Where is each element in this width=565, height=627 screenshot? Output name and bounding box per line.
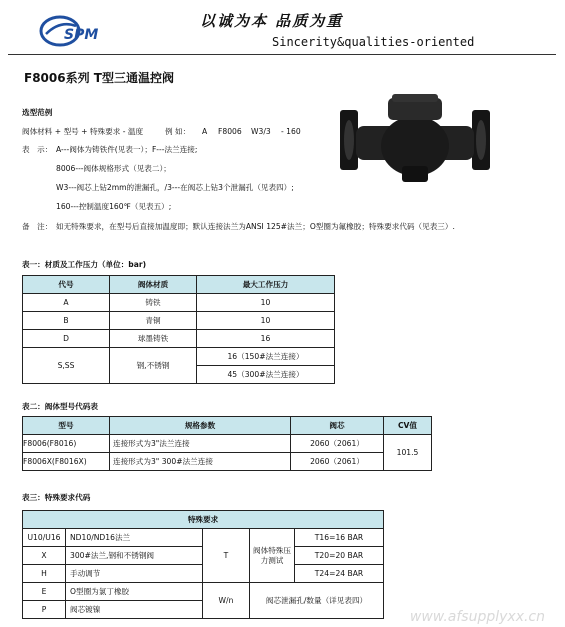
table-cell: 10 [197,312,335,330]
header-divider [8,54,556,55]
example-label: 例 如： [165,127,191,136]
table3-caption: 表三：特殊要求代码 [22,493,91,502]
table-cell: 连接形式为3"法兰连接 [110,435,291,453]
table-row [23,312,335,330]
table-cell: T24=24 BAR [295,565,384,583]
table-cell: 2060（2061） [291,453,384,471]
example-part: - 160 [281,127,301,136]
table-row [23,348,335,366]
table-header: 阀体材质 [110,276,197,294]
table-cell: 16（150#法兰连接） [197,348,335,366]
example-part: A [202,127,208,136]
selection-formula: 阀体材料 + 型号 + 特殊要求 - 温度 [22,127,144,136]
table-cell: 连接形式为3" 300#法兰连接 [110,453,291,471]
special-requirements-table [22,510,384,619]
selection-heading: 选型范例 [22,108,53,117]
table-cell: S,SS [23,348,110,384]
brand-text: SPM [64,27,99,43]
table-cell: 钢,不锈钢 [110,348,197,384]
legend-line: W3---阀芯上钻2mm的泄漏孔，/3---在阀芯上钻3个泄漏孔（见表四）; [56,183,294,192]
table-header: 代号 [23,276,110,294]
table-cell: 阀芯镀镍 [66,601,203,619]
watermark: www.afsupplyxx.cn [409,609,545,625]
table-cell: F8006(F8016) [23,435,110,453]
table-cell: A [23,294,110,312]
table-cell: T20=20 BAR [295,547,384,565]
table-cell: 铸铁 [110,294,197,312]
model-code-table [22,416,432,471]
table-cell: 2060（2061） [291,435,384,453]
valve-photo [336,88,494,184]
table-cell: 101.5 [384,435,432,471]
slogan-chinese: 以诚为本 品质为重 [200,12,344,30]
material-pressure-table [22,275,335,384]
table-row [23,453,432,471]
table-row [23,583,384,601]
note-text: 如无特殊要求，在型号后直接加温度即；默认连接法兰为ANSI 125#法兰；O型圈为氟橡胶；特殊要求代码（见表三）. [56,222,455,231]
table-cell: 300#法兰,钢和不锈钢阀 [66,547,203,565]
table-cell: ND10/ND16法兰 [66,529,203,547]
table-cell: E [23,583,66,601]
table-row [23,330,335,348]
company-logo [38,12,128,50]
table-cell: B [23,312,110,330]
table-row [23,435,432,453]
table-cell: 阀芯泄漏孔/数量（详见表四） [250,583,384,619]
table-header: 型号 [23,417,110,435]
table-cell: X [23,547,66,565]
table-cell: F8006X(F8016X) [23,453,110,471]
table-header: 规格参数 [110,417,291,435]
table-cell: P [23,601,66,619]
table-cell: T16=16 BAR [295,529,384,547]
table-header: 阀芯 [291,417,384,435]
table-cell: 阀体特殊压力测试 [250,529,295,583]
example-part: F8006 [218,127,242,136]
table1-caption: 表一：材质及工作压力（单位：bar) [22,260,147,269]
legend-label: 表 示： [22,145,53,154]
table-header: 最大工作压力 [197,276,335,294]
table-row [23,294,335,312]
table-cell: 手动调节 [66,565,203,583]
table-header: 特殊要求 [23,511,384,529]
table2-caption: 表二：阀体型号代码表 [22,402,98,411]
table-cell: 青铜 [110,312,197,330]
table-cell: 45（300#法兰连接） [197,366,335,384]
table-cell: 16 [197,330,335,348]
table-row [23,529,384,547]
table-header: CV值 [384,417,432,435]
note-label: 备 注： [22,222,53,231]
table-cell: H [23,565,66,583]
legend-line: A---阀体为铸铁件(见表一）；F---法兰连接; [56,145,198,154]
legend-line: 8006---阀体规格形式（见表二）； [56,164,171,173]
page-title: F8006系列 T型三通温控阀 [24,71,174,85]
legend-line: 160---控制温度160℉（见表五）; [56,202,172,211]
table-cell: D [23,330,110,348]
table-cell: U10/U16 [23,529,66,547]
slogan-english: Sincerity&qualities-oriented [272,35,475,49]
example-part: W3/3 [251,127,271,136]
table-cell: 球墨铸铁 [110,330,197,348]
table-cell: T [203,529,250,583]
table-cell: O型圈为氯丁橡胶 [66,583,203,601]
table-cell: 10 [197,294,335,312]
table-cell: W/n [203,583,250,619]
